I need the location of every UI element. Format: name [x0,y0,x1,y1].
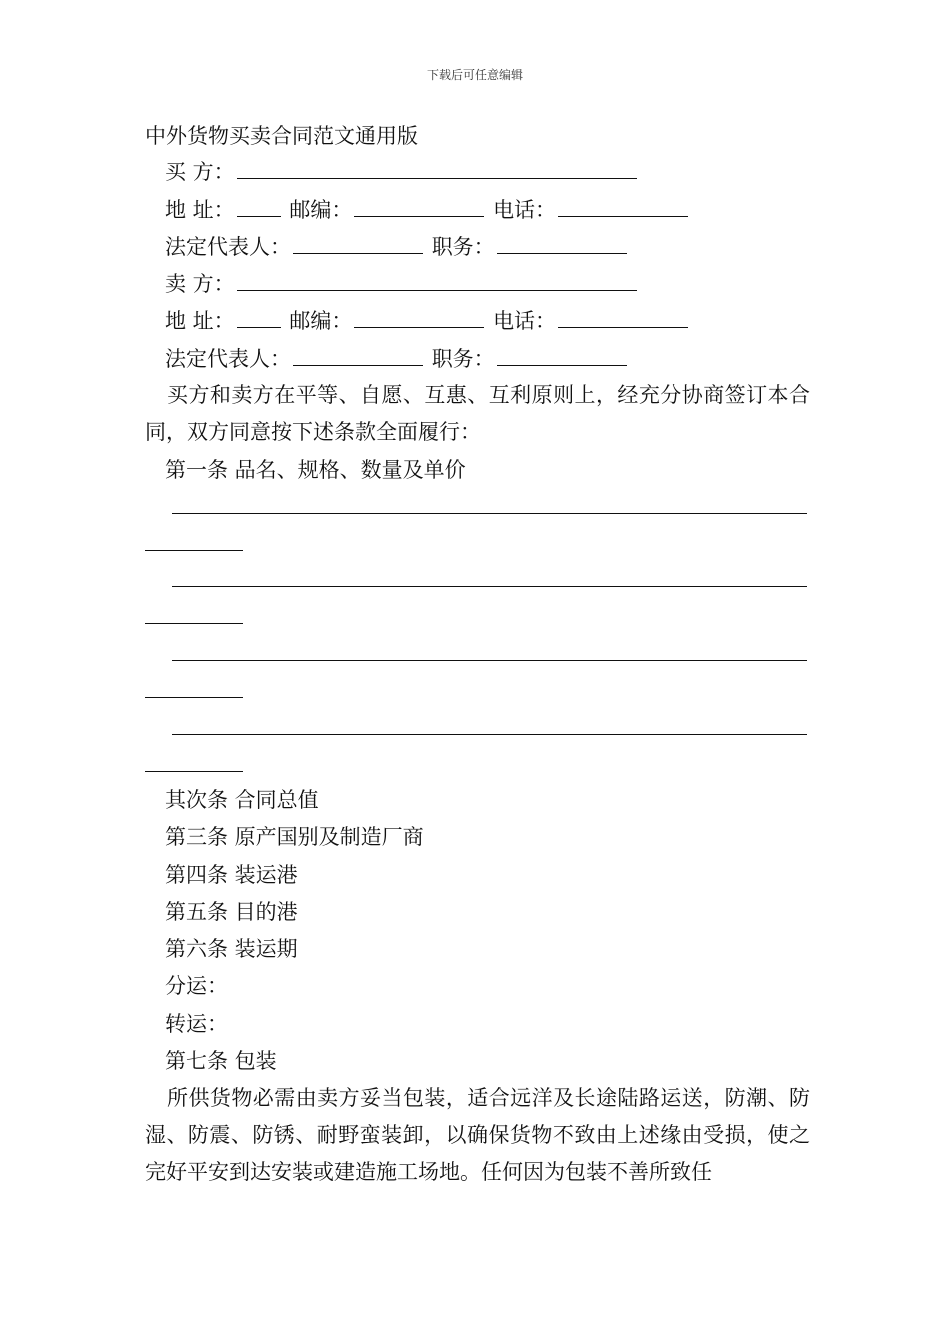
seller-position-label: 职务： [431,347,495,371]
buyer-rep-label: 法定代表人： [165,235,291,259]
seller-address-blank [237,307,281,328]
buyer-rep-blank [293,233,423,254]
partial-shipment-label: 分运： [165,974,228,998]
page-header: 下载后可任意编辑 [426,68,523,82]
seller-rep-blank [293,345,423,366]
fill-rule [172,513,807,514]
seller-phone-blank [558,307,688,328]
buyer-position-label: 职务： [431,235,495,259]
seller-phone-label: 电话： [493,309,557,333]
fill-rule [145,550,243,551]
buyer-line [165,158,639,186]
seller-rep-line [165,345,629,373]
seller-rep-label: 法定代表人： [165,347,291,371]
transshipment-label: 转运： [165,1012,228,1036]
buyer-address-blank [237,196,281,217]
buyer-phone-label: 电话： [493,198,557,222]
article-4-heading: 第四条 装运港 [165,863,298,887]
article-3-heading: 第三条 原产国别及制造厂商 [165,825,424,849]
article-7-heading: 第七条 包装 [165,1049,277,1073]
buyer-position-blank [497,233,627,254]
buyer-postcode-label: 邮编： [289,198,353,222]
article-6-heading: 第六条 装运期 [165,937,298,961]
seller-postcode-label: 邮编： [289,309,353,333]
intro-paragraph: 买方和卖方在平等、自愿、互惠、互利原则上，经充分协商签订本合同，双方同意按下述条款全面履行： [145,383,810,444]
buyer-phone-blank [558,196,688,217]
seller-address-line [165,307,690,335]
buyer-blank [237,158,637,179]
buyer-address-line [165,196,690,224]
fill-rule [145,623,243,624]
buyer-label: 买 方： [165,160,235,184]
article-5-heading: 第五条 目的港 [165,900,298,924]
fill-rule [145,697,243,698]
fill-rule [172,660,807,661]
buyer-rep-line [165,233,629,261]
buyer-postcode-blank [354,196,484,217]
seller-postcode-blank [354,307,484,328]
seller-label: 卖 方： [165,272,235,296]
fill-rule [172,734,807,735]
article-1-heading: 第一条 品名、规格、数量及单价 [165,458,466,482]
seller-address-label: 地 址： [165,309,235,333]
buyer-address-label: 地 址： [165,198,235,222]
seller-blank [237,270,637,291]
seller-line [165,270,639,298]
seller-position-blank [497,345,627,366]
article-2-heading: 其次条 合同总值 [165,788,319,812]
packing-paragraph: 所供货物必需由卖方妥当包装，适合远洋及长途陆路运送，防潮、防湿、防震、防锈、耐野蛮装卸，以确保货物不致由上述缘由受损，使之完好平安到达安装或建造施工场地。任何因为包装不善所致任 [145,1086,810,1184]
fill-rule [145,771,243,772]
fill-rule [172,586,807,587]
document-title: 中外货物买卖合同范文通用版 [145,124,418,148]
